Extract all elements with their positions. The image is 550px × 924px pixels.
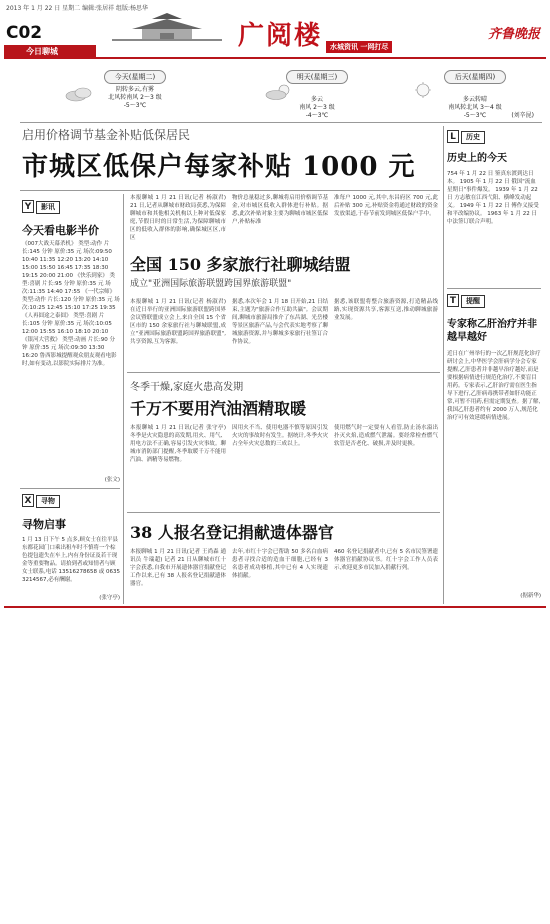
- page-number: C02: [6, 23, 43, 43]
- weather-line: -5～3℃: [463, 112, 487, 119]
- sun-icon: [408, 82, 438, 98]
- tours-body-col-1: 本报聊城 1 月 21 日讯(记者 杨淑君) 在近日举行的亚洲国际旅游联盟跨国界会议暨联盟成立会上,来自全国 15 个省区市的 150 余家旅行社与聊城联盟,成立"亚洲国际旅游联盟跨国界旅游联盟",共享资源,互为客源。: [130, 299, 226, 345]
- weather-note: (刘辛昆): [511, 112, 534, 119]
- tag-letter-y: Y: [22, 200, 34, 213]
- heater-kicker: 冬季干燥,家庭火患高发期: [130, 382, 244, 393]
- cloud-icon: [64, 86, 94, 102]
- find-tag: [22, 494, 60, 507]
- heater-body-col-1: 本报聊城 1 月 21 日讯(记者 张守亭) 冬季是火灾隐患的高发期,用火、用气、用电方法不正确,容易引发火灾事故。聊城市消防部门提醒,冬季取暖千万不能用汽油、酒精等易燃物。: [130, 425, 226, 463]
- lead-body-col-2: 物价总量稳过多,聊城将启用价格调节基金,对市城区低收入群体进行补贴。据悉,此次补贴对象主要为聊城市城区低保户,补贴标准: [232, 195, 328, 225]
- donation-body-col-2: 去年,市红十字会已帮助 50 多名白血病患者寻找合适的造血干细胞,已经有 3 名患者成功移植,其中已有 4 人实现遗体捐献。: [232, 549, 328, 579]
- find-title: 寻物启事: [22, 518, 66, 531]
- tag-letter-l: L: [447, 130, 459, 143]
- top-info-line: 2013 年 1 月 22 日 星期二 编辑:张居祥 组版:杨思华: [6, 5, 149, 12]
- divider: [123, 194, 124, 604]
- history-title: 历史上的今天: [447, 153, 507, 164]
- page-bottom-border: [4, 606, 546, 608]
- tours-body-col-3: 据悉,该联盟将整合旅游资源,打造精品线路,实现资源共享,客源互送,推动聊城旅游业发展。: [334, 299, 438, 321]
- weather-day-label: 明天(星期三): [286, 70, 348, 84]
- section-tab: 今日聊城: [4, 45, 96, 58]
- weather-line: -4～3℃: [305, 112, 329, 119]
- heater-headline: 千万不要用汽油酒精取暖: [130, 399, 307, 418]
- health-tag-label: 提醒: [461, 295, 485, 308]
- weather-line: 多云转晴: [462, 96, 487, 103]
- find-credit: (张守亭): [99, 595, 120, 601]
- pagoda-illustration: [102, 11, 232, 45]
- tours-body-col-2: 据悉,本次年会 1 月 18 日开始,21 日结束,主题为"旅游合作互助共赢"。会议期间,聊城市旅游局推介了东昌湖、光岳楼等景区旅游产品,与会代表实地考察了聊城旅游资源,并与聊城多家旅行社签订合作协议。: [232, 299, 328, 345]
- tag-letter-x: X: [22, 494, 34, 507]
- column-brand-sub: 水城资讯 一网打尽: [326, 41, 392, 53]
- find-body: 1 月 13 日下午 5 点多,顾女士在往平县东都花园门口乘出租车时不慎将一个棕色提包遗失在车上,内有身份证及若干现金等重要物品。请拾到者或知情者与顾女士联系,电话 13516278658 或 0635 3214567,必有酬谢。: [22, 537, 120, 583]
- paper-logo: 齐鲁晚报: [487, 27, 540, 42]
- tours-subhead: 成立"亚洲国际旅游联盟跨国界旅游联盟": [130, 279, 292, 289]
- weather-day-label: 今天(星期二): [104, 70, 166, 84]
- heater-body-col-2: 因用火不当、使用电器不慎等原因引发火灾的事故时有发生。据统计,冬季火灾占全年火灾总数的三成以上。: [232, 425, 328, 447]
- divider: [20, 190, 440, 191]
- divider: [127, 372, 440, 373]
- weather-line: 北风转南风 2～3 级: [108, 94, 162, 101]
- lead-kicker: 启用价格调节基金补贴低保居民: [22, 128, 191, 142]
- divider: [443, 126, 444, 604]
- movie-title: 今天看电影半价: [22, 224, 99, 237]
- donation-body-col-3: 460 名登记捐献者中,已有 5 名市民签署遗体器官捐献协议书。红十字会工作人员表示,欢迎更多市民加入捐献行列。: [334, 549, 438, 571]
- movie-tag-label: 影讯: [36, 201, 60, 214]
- divider: [20, 488, 120, 489]
- masthead: [4, 11, 546, 59]
- lead-body-col-3: 准每户 1000 元,其中,东昌府区 700 元,此后补贴 300 元,补贴资金将通过财政的资金发放渠道,于春节前发到城区低保户手中。: [334, 195, 438, 217]
- weather-line: -5～3℃: [123, 102, 147, 109]
- health-title: 专家称乙肝治疗并非越早越好: [447, 319, 537, 343]
- tours-headline: 全国 150 多家旅行社聊城结盟: [130, 255, 351, 274]
- lead-headline: 市城区低保户每家补贴 1000 元: [22, 152, 416, 182]
- donation-body-col-1: 本报聊城 1 月 21 日讯(记者 王尚森 通讯员 牛瑞超) 记者 21 日从聊城市红十字会获悉,自我市开展遗体器官捐献登记工作以来,已有 38 人报名登记捐献遗体器官。: [130, 549, 226, 587]
- divider: [20, 122, 542, 123]
- history-body: 754 年 1 月 22 日 鉴真东渡到达日本。 1905 年 1 月 22 日 俄国"流血星期日"事件爆发。 1939 年 1 月 22 日 方志敏在江西弋阳、横峰发动起义。 1949 年 1 月 22 日 傅作义接受和平改编协议。 1963 年 1 月 22 日 中法签订联合声明。: [447, 171, 539, 225]
- weather-line: 南风转北风 3～4 级: [448, 104, 502, 111]
- divider: [127, 512, 440, 513]
- weather-strip: [20, 64, 540, 122]
- movie-body: 《007大战天幕杀机》 类型:动作 片长:145 分钟 原价:35 元 场次:09:50 10:40 11:35 12:20 13:20 14:10 15:00 15:50 16:45 17:35 18:30 19:15 20:00 21:00 《快乐到家》 类型:喜剧 片长:95 分钟 原价:35 元 场次:11:35 14:40 17:55 《一代宗师》 类型:动作 片长:120 分钟 原价:35 元 场次:10:25 12:45 15:10 17:25 19:35 《人再囧途之泰囧》 类型:喜剧 片长:105 分钟 原价:35 元 场次:10:05 12:00 15:55 16:10 18:10 20:10 《银河大营救》 类型:动画 片长:90 分钟 原价:35 元 场次:09:30 13:30 16:20 鲁西影城提醒观众朋友观看电影时,如有变动,以影院实际排片为准。: [22, 241, 120, 367]
- weather-line: 南风 2～3 级: [299, 104, 335, 111]
- tag-letter-t: T: [447, 294, 459, 307]
- donation-headline: 38 人报名登记捐献遗体器官: [130, 523, 334, 542]
- heater-body-col-3: 使用燃气时一定要有人看管,防止汤水溢出扑灭火焰,造成燃气泄漏。要经常检查燃气软管是否老化、破损,并及时更换。: [334, 425, 438, 447]
- find-tag-label: 寻物: [36, 495, 60, 508]
- movie-credit: (张文): [104, 477, 120, 483]
- movie-tag: [22, 200, 60, 213]
- health-credit: (据新华): [520, 593, 541, 599]
- sun-cloud-icon: [264, 84, 294, 100]
- column-brand: 广阅楼: [238, 21, 323, 51]
- health-tag: [447, 294, 485, 307]
- divider: [447, 288, 541, 289]
- health-body: 近日在广州举行的一次乙肝规范化诊疗研讨会上,中华医学会肝病学分会专家提醒,乙肝患者并非越早治疗越好,而是要根据病情进行规范化治疗,不要盲目用药。专家表示,乙肝治疗需在医生指导下进行,乙肝病毒携带者如肝功能正常,可暂不用药,但需定期复查。据了解,我国乙肝患者约有 2000 万人,规范化治疗可有效延缓病情进展。: [447, 351, 541, 421]
- history-tag-label: 历史: [461, 131, 485, 144]
- lead-body-col-1: 本报聊城 1 月 21 日讯(记者 杨淑君) 21 日,记者从聊城市财政局获悉,为保障聊城市和其他相关机构以上种对低保家庭,节假日时的日常生活,为保障聊城市区的低收入群体的影响,确保城区区,市区: [130, 195, 226, 241]
- weather-line: 阴转多云,有雾: [116, 86, 154, 93]
- weather-day-label: 后天(星期四): [444, 70, 506, 84]
- history-tag: [447, 130, 485, 143]
- weather-line: 多云: [310, 96, 323, 103]
